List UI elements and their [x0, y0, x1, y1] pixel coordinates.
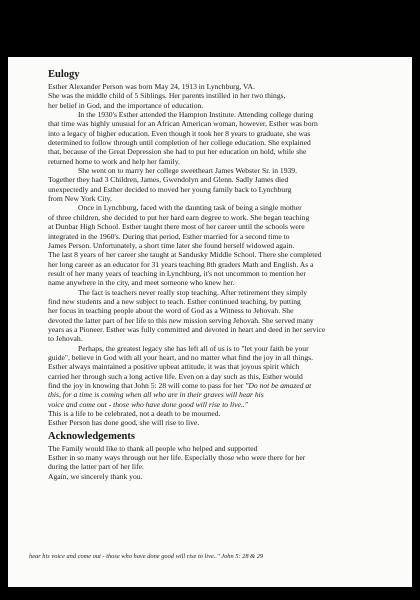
acknowledgements-line: [48, 453, 370, 462]
eulogy-line-italic: this, for a time is coming when all who are in their graves will hear his: [48, 390, 264, 400]
eulogy-line: [48, 316, 370, 325]
eulogy-line-text: find the joy in knowing that John 5: 28 will come to pass for her: [48, 381, 246, 390]
eulogy-line-text: Esther always maintained a positive upbeat attitude, it was that joyous spirit which: [48, 362, 300, 372]
eulogy-line-text: that time was highly unusual for an African American woman, however, Esther was born: [48, 119, 318, 129]
eulogy-line-text: guide", believe in God with all your heart, and no matter what find the joy in all things.: [48, 352, 314, 362]
eulogy-line: [48, 390, 370, 399]
eulogy-line: [48, 147, 370, 156]
eulogy-line-text: She went on to marry her college sweetheart James Webster Sr. in 1939.: [78, 166, 297, 176]
eulogy-line-text: The fact is teachers never really stop teaching. After retirement they simply: [78, 287, 307, 297]
eulogy-line: [48, 418, 370, 427]
eulogy-line: [48, 129, 370, 138]
eulogy-line: [48, 119, 370, 128]
eulogy-line-text: This is a life to be celebrated, not a death to be mourned.: [48, 409, 221, 419]
eulogy-line: [48, 288, 370, 297]
eulogy-line: [48, 157, 370, 166]
eulogy-line-text: The last 8 years of her career she taught at Sandusky Middle School. There she completed: [48, 250, 322, 260]
eulogy-line-text: Perhaps, the greatest legacy she has left all of us is to "let your faith be your: [78, 343, 309, 353]
document-page: [8, 57, 412, 587]
acknowledgements-line-text: Again, we sincerely thank you.: [48, 471, 143, 481]
eulogy-line: [48, 222, 370, 231]
eulogy-line: [48, 297, 370, 306]
eulogy-line: [48, 269, 370, 278]
eulogy-line-text: integrated in the 1960's. During that period, Esther married for a second time to: [48, 231, 290, 241]
eulogy-line-text: Esther Alexander Person was born May 24, 1913 in Lynchburg, VA.: [48, 82, 255, 91]
acknowledgements-line-text: Esther in so many ways through out her life. Especially those who were there for her: [48, 453, 306, 463]
eulogy-line-text: She was the middle child of 5 Siblings. Her parents instilled in her two things,: [48, 91, 286, 101]
eulogy-line: [48, 250, 370, 259]
eulogy-line: [48, 353, 370, 362]
eulogy-line-text: devoted the latter part of her life to this new mission serving Jehovah. She served many: [48, 315, 314, 325]
eulogy-line: [48, 166, 370, 175]
eulogy-line: [48, 362, 370, 371]
eulogy-line-text: to Jehovah.: [48, 334, 83, 344]
eulogy-line: [48, 260, 370, 269]
eulogy-line: [48, 213, 370, 222]
eulogy-line-text: her long career as an educator for 31 years teaching 8th graders Math and English. As a: [48, 259, 314, 269]
eulogy-line-text: James Person. Unfortunately, a short time later she found herself widowed again.: [48, 240, 295, 250]
eulogy-line-text: at Dunbar High School. Esther taught there most of her career until the schools were: [48, 222, 305, 232]
eulogy-line: [48, 110, 370, 119]
eulogy-line: [48, 241, 370, 250]
eulogy-line-text: years as a Pioneer. Esther was fully committed and devoted in heart and deed in her service: [48, 324, 326, 334]
acknowledgements-line-text: during the latter part of her life.: [48, 462, 144, 472]
eulogy-line-text: carried her through such a long active life. Even on a day such as this, Esther would: [48, 371, 303, 381]
eulogy-line: [48, 372, 370, 381]
eulogy-line-text: from New York City.: [48, 194, 112, 204]
eulogy-line-text: Esther Person has done good, she will rise to live.: [48, 418, 200, 428]
eulogy-line-italic: "Do not be amazed at: [245, 381, 312, 390]
acknowledgements-line-text: The Family would like to thank all people who helped and supported: [48, 443, 258, 453]
eulogy-line: [48, 381, 370, 390]
eulogy-line-text: In the 1930's Esther attended the Hampton Institute. Attending college during: [78, 110, 314, 120]
eulogy-line: [48, 278, 370, 287]
eulogy-line-text: name anywhere in the city, and meet someone who knew her.: [48, 278, 235, 288]
eulogy-line-text: unexpectedly and Esther decided to moved her young family back to Lynchburg: [48, 184, 292, 194]
eulogy-line-text: her belief in God, and the importance of education.: [48, 100, 204, 110]
acknowledgements-line: [48, 462, 370, 471]
eulogy-line-text: find new students and a new subject to teach. Esther continued teaching, by putting: [48, 296, 301, 306]
eulogy-line: [48, 409, 370, 418]
eulogy-line: [48, 203, 370, 212]
eulogy-line-text: returned home to work and help her family.: [48, 156, 180, 166]
eulogy-line-text: result of her many years of teaching in Lynchburg, it's not uncommon to mention her: [48, 268, 306, 278]
eulogy-line-italic: voice and come out - those who have done good will rise to live..": [48, 399, 248, 409]
footer-quote: hear his voice and come out - those who have done good will rise to live.." John 5: 28 & 29: [29, 553, 264, 560]
document-body: [48, 69, 370, 481]
acknowledgements-text: [48, 444, 370, 481]
eulogy-line: [48, 232, 370, 241]
eulogy-line: [48, 344, 370, 353]
eulogy-line: [48, 325, 370, 334]
eulogy-line: [48, 194, 370, 203]
eulogy-text: [48, 82, 370, 428]
eulogy-heading: Eulogy: [48, 69, 80, 80]
eulogy-line-text: Once in Lynchburg, faced with the daunting task of being a single mother: [78, 203, 302, 213]
eulogy-line: [48, 400, 370, 409]
eulogy-line: [48, 185, 370, 194]
eulogy-line: [48, 91, 370, 100]
eulogy-line-text: her focus in teaching people about the word of God as a Witness to Jehovah. She: [48, 306, 294, 316]
eulogy-line-text: Together they had 3 Children, James, Gwendolyn and Glenn. Sadly James died: [48, 175, 289, 185]
eulogy-line: [48, 306, 370, 315]
eulogy-line-text: determined to follow through until completion of her college education. She explained: [48, 138, 311, 148]
eulogy-line-text: into a legacy of higher education. Even though it took her 8 years to graduate, she was: [48, 128, 311, 138]
eulogy-line-text: that, because of the Great Depression she had to put her education on hold, while she: [48, 147, 307, 157]
eulogy-line: [48, 101, 370, 110]
eulogy-line-text: of three children, she decided to put her hard earn degree to work. She began teaching: [48, 212, 310, 222]
eulogy-line: [48, 175, 370, 184]
acknowledgements-line: [48, 472, 370, 481]
eulogy-line: [48, 334, 370, 343]
eulogy-line: [48, 138, 370, 147]
acknowledgements-line: [48, 444, 370, 453]
acknowledgements-heading: Acknowledgements: [48, 430, 135, 442]
eulogy-line: [48, 82, 370, 91]
